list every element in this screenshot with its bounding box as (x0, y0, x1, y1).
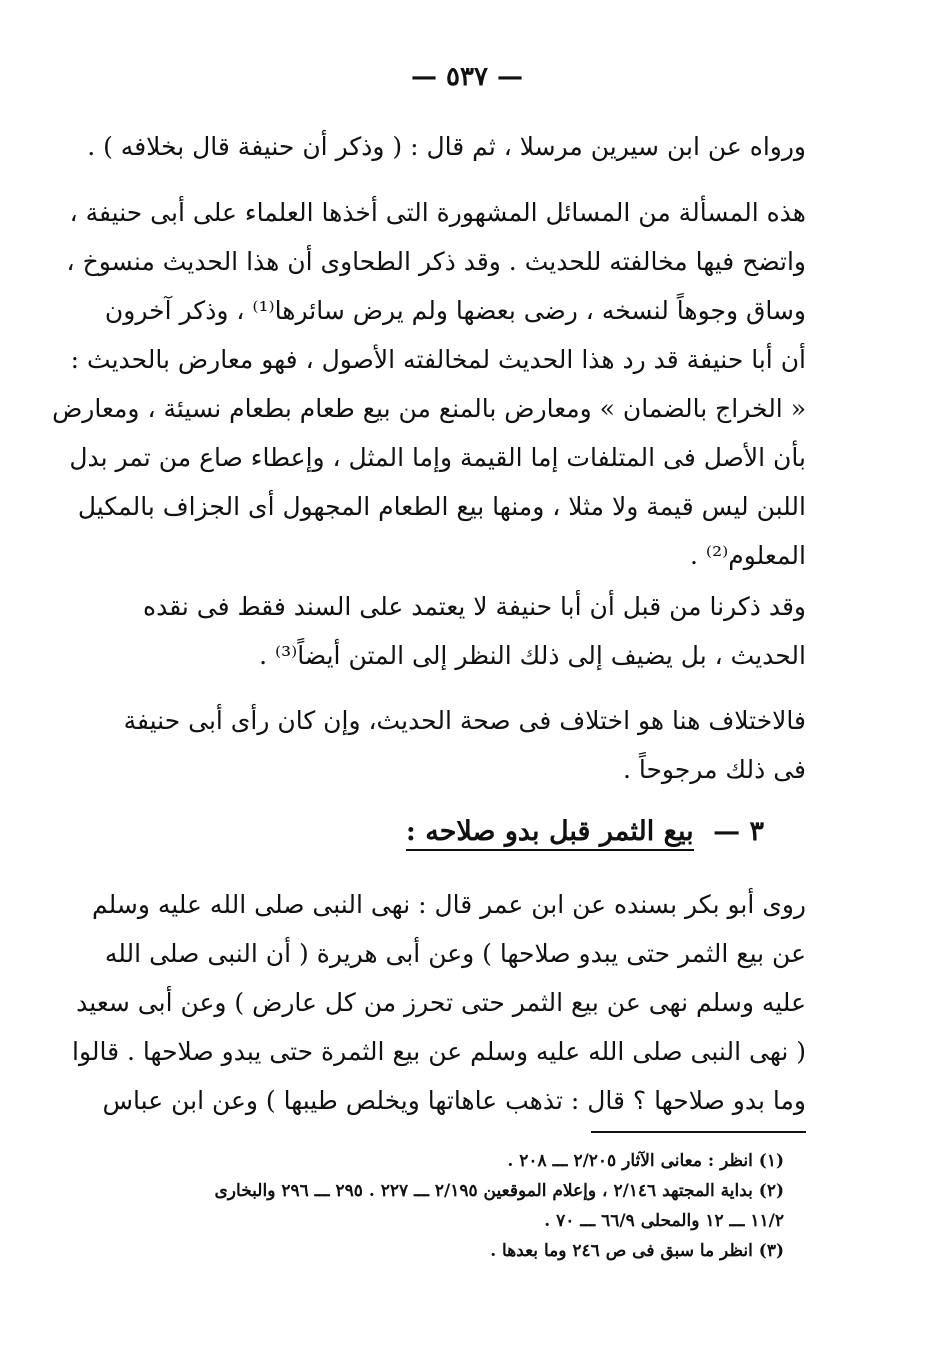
paragraph-conclusion (123, 696, 806, 794)
text-line: أن أبا حنيفة قد رد هذا الحديث لمخالفته الأصول ، فهو معارض بالحديث : (70, 345, 806, 374)
text-line: ( نهى النبى صلى الله عليه وسلم عن بيع الثمرة حتى يبدو صلاحها . قالوا (72, 1037, 806, 1066)
footnote-divider (591, 1131, 806, 1133)
footnote-1: (١) انظر : معانى الآثار ٢/٢٠٥ ـــ ٢٠٨ . (507, 1151, 784, 1171)
text-line: وما بدو صلاحها ؟ قال : تذهب عاهاتها ويخلص طيبها ) وعن ابن عباس (102, 1086, 806, 1115)
text-line: فالاختلاف هنا هو اختلاف فى صحة الحديث، وإن كان رأى أبى حنيفة (123, 706, 806, 735)
footnotes (150, 1146, 784, 1266)
text-line: فى ذلك مرجوحاً . (622, 755, 806, 784)
paragraph-hadith (72, 880, 806, 1125)
text-line: وساق وجوهاً لنسخه ، رضى بعضها ولم يرض سائرها⁽¹⁾ ، وذكر آخرون (104, 296, 806, 325)
paragraph-intro (87, 122, 806, 171)
text-line: الحديث ، بل يضيف إلى ذلك النظر إلى المتن أيضاً⁽³⁾ . (259, 641, 806, 670)
page-number: — ٥٣٧ — (410, 62, 524, 92)
section-heading (406, 816, 764, 847)
text-line: عليه وسلم نهى عن بيع الثمر حتى تحرز من كل عارض ) وعن أبى سعيد (76, 988, 806, 1017)
section-number: ٣ — (713, 816, 764, 847)
paragraph-sanad (142, 582, 806, 680)
text-line: « الخراج بالضمان » ومعارض بالمنع من بيع طعام بطعام نسيئة ، ومعارض (52, 394, 806, 423)
footnote-3: (٣) انظر ما سبق فى ص ٢٤٦ وما بعدها . (490, 1241, 784, 1261)
text-line: وقد ذكرنا من قبل أن أبا حنيفة لا يعتمد على السند فقط فى نقده (142, 592, 806, 621)
text-line: اللبن ليس قيمة ولا مثلا ، ومنها بيع الطعام المجهول أى الجزاف بالمكيل (77, 492, 806, 521)
text-line: واتضح فيها مخالفته للحديث . وقد ذكر الطحاوى أن هذا الحديث منسوخ ، (66, 247, 806, 276)
text-line: بأن الأصل فى المتلفات إما القيمة وإما المثل ، وإعطاء صاع من تمر بدل (69, 443, 806, 472)
footnote-2: (٢) بداية المجتهد ٢/١٤٦ ، وإعلام الموقعين ٢/١٩٥ ـــ ٢٢٧ . ٢٩٥ ـــ ٢٩٦ والبخارى (214, 1181, 784, 1201)
text-line: روى أبو بكر بسنده عن ابن عمر قال : نهى النبى صلى الله عليه وسلم (91, 890, 806, 919)
footnote-2-cont: ١١/٢ ـــ ١٢ والمحلى ٦٦/٩ ـــ ٧٠ . (544, 1211, 784, 1231)
text-line: المعلوم⁽²⁾ . (690, 541, 806, 570)
text-line: هذه المسألة من المسائل المشهورة التى أخذها العلماء على أبى حنيفة ، (69, 198, 806, 227)
text-line: ورواه عن ابن سيرين مرسلا ، ثم قال : ( وذكر أن حنيفة قال بخلافه ) . (87, 132, 806, 161)
section-title: بيع الثمر قبل بدو صلاحه : (406, 816, 694, 851)
text-line: عن بيع الثمر حتى يبدو صلاحها ) وعن أبى هريرة ( أن النبى صلى الله (104, 939, 806, 968)
paragraph-main (52, 188, 806, 580)
